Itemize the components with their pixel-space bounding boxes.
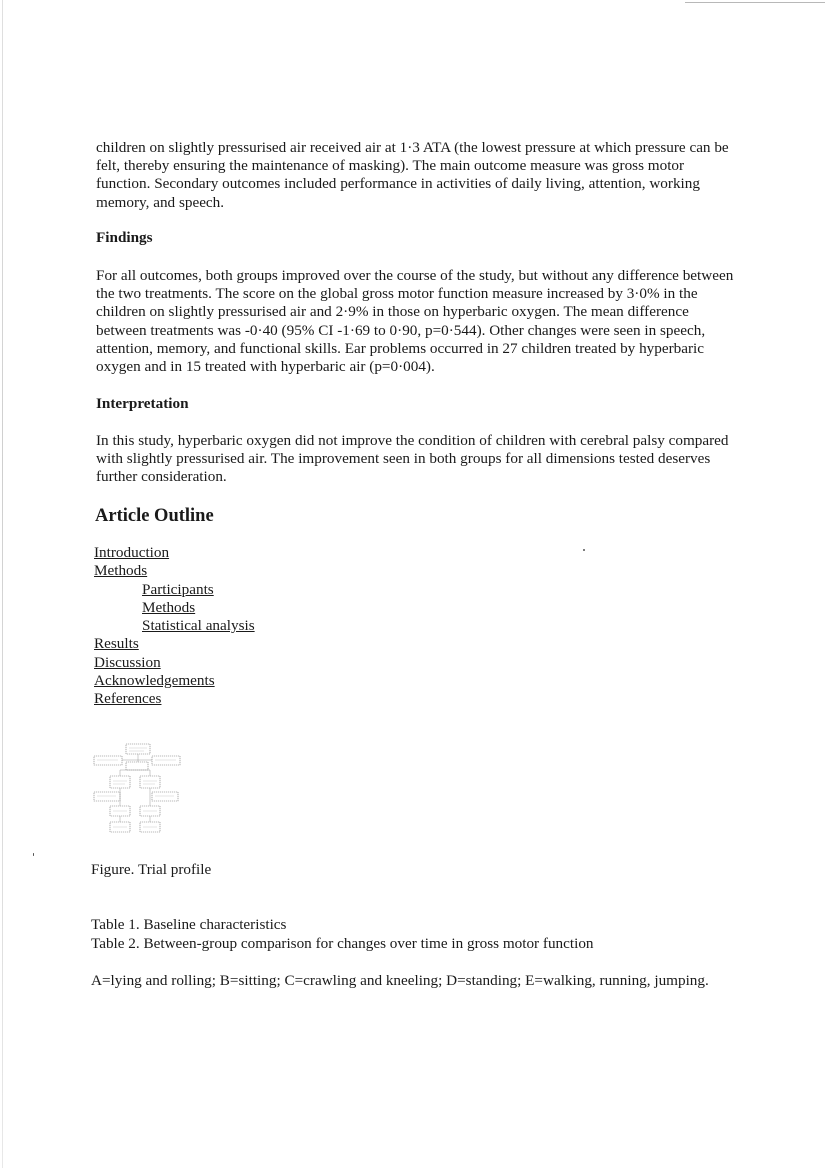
interpretation-heading: Interpretation [96, 395, 189, 412]
outline-link-acknowledgements[interactable]: Acknowledgements [94, 672, 215, 690]
outline-link-results[interactable]: Results [94, 635, 139, 653]
findings-heading: Findings [96, 229, 153, 246]
methods-paragraph: children on slightly pressurised air received air at 1·3 ATA (the lowest pressure at which pressure can be felt, thereby ensuring the maintenance of masking). The main outcome measure was gross motor function. Secondary outcomes included performance in activities of daily living, attention, working memory, and speech. [96, 139, 729, 211]
outline-item-references [94, 690, 255, 708]
findings-paragraph: For all outcomes, both groups improved over the course of the study, but without any difference between the two treatments. The score on the global gross motor function measure increased by 3·0% in the children on slightly pressurised air and 2·9% in those on hyperbaric oxygen. The mean difference between treatments was -0·40 (95% CI -1·69 to 0·90, p=0·544). Other changes were seen in speech, attention, memory, and functional skills. Ear problems occurred in 27 children treated by hyperbaric oxygen and in 15 treated with hyperbaric air (p=0·004). [96, 267, 734, 376]
scan-speck [33, 853, 34, 856]
outline-item-methods [94, 562, 255, 580]
outline-link-statistical-analysis[interactable]: Statistical analysis [142, 617, 255, 635]
outline-link-methods-sub[interactable]: Methods [142, 598, 196, 616]
trial-profile-thumbnail[interactable] [92, 742, 182, 838]
outline-item-introduction [94, 544, 255, 562]
scan-edge-left [2, 0, 3, 1168]
table-1-caption: Table 1. Baseline characteristics [91, 916, 287, 933]
outline-item-methods-sub [94, 599, 255, 617]
outline-item-participants [94, 581, 255, 599]
outline-item-statistical-analysis [94, 617, 255, 635]
outline-item-results [94, 635, 255, 653]
outline-link-references[interactable]: References [94, 690, 162, 708]
interpretation-paragraph: In this study, hyperbaric oxygen did not improve the condition of children with cerebral palsy compared with slightly pressurised air. The improvement seen in both groups for all dimensions tested deserves further consideration. [96, 432, 729, 486]
outline-item-acknowledgements [94, 672, 255, 690]
outline-link-discussion[interactable]: Discussion [94, 653, 161, 671]
table-2-caption: Table 2. Between-group comparison for changes over time in gross motor function [91, 935, 594, 952]
scan-edge-top [685, 2, 825, 3]
outline-link-introduction[interactable]: Introduction [94, 544, 170, 561]
outline-link-participants[interactable]: Participants [142, 580, 214, 598]
outline-link-methods[interactable]: Methods [94, 562, 148, 580]
article-outline-title: Article Outline [95, 506, 214, 526]
outline-item-discussion [94, 654, 255, 672]
gross-motor-legend-note: A=lying and rolling; B=sitting; C=crawling and kneeling; D=standing; E=walking, running, jumping. [91, 972, 709, 989]
scan-speck [583, 549, 585, 551]
figure-caption: Figure. Trial profile [91, 861, 212, 878]
article-outline [94, 544, 255, 709]
